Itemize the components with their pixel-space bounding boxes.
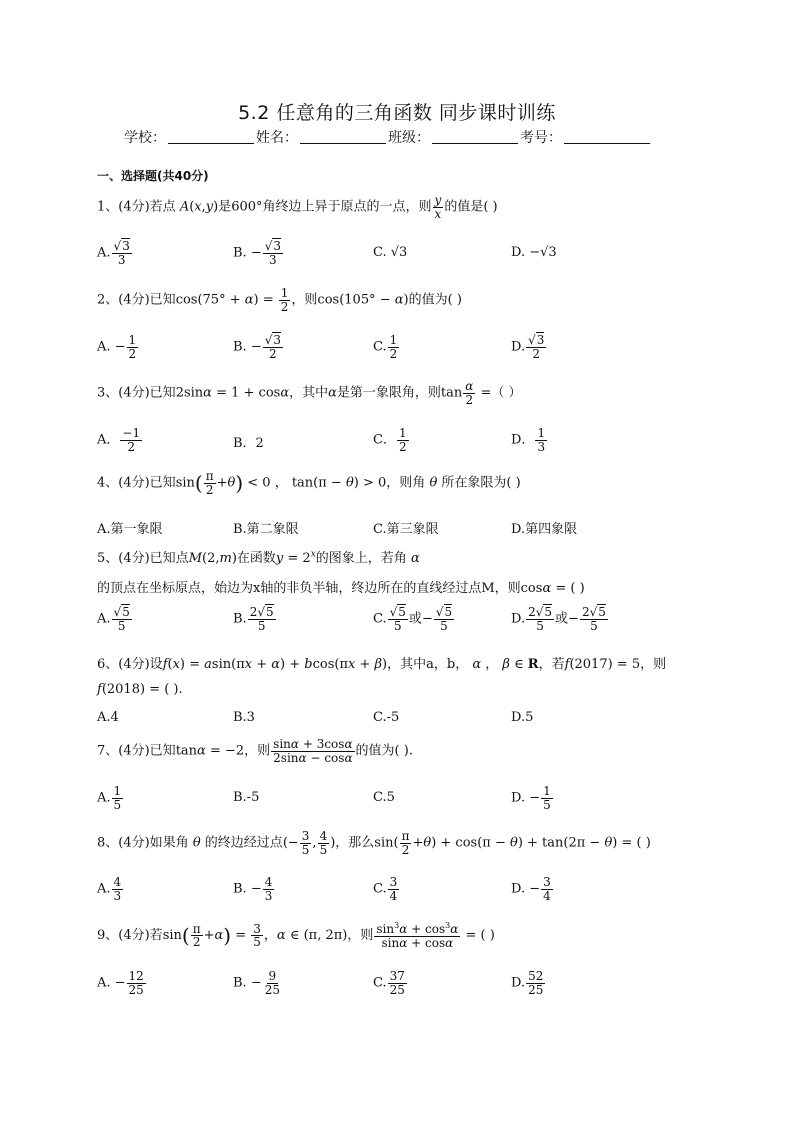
q7-prefix: 7、(4分)已知 xyxy=(97,743,176,759)
q9-option-c[interactable]: C. $\frac{37}{25}$ xyxy=(373,969,405,997)
question-6-line2: f(2018) = ( ). xyxy=(97,682,183,697)
q8-middle2: ，那么 xyxy=(335,835,375,851)
q1-fraction: $\frac{y}{x}$ xyxy=(434,193,442,221)
student-info-row xyxy=(124,127,652,147)
q9-prefix: 9、(4分)若 xyxy=(97,928,163,944)
q3-option-b[interactable]: B．2 xyxy=(233,436,264,451)
question-1: 1、(4分)若点 A(x,y)是600°角终边上异于原点的一点，则 $\frac{y}{x}$ 的值是( ) xyxy=(97,193,498,221)
q7-option-a[interactable]: A. $\frac{1}{5}$ xyxy=(97,784,122,812)
q6-option-d[interactable]: D.5 xyxy=(511,710,534,725)
q3-option-a[interactable]: A． $\frac{-1}{2}$ xyxy=(97,426,141,454)
q5-middle2: 的图象上，若角 xyxy=(315,551,407,566)
question-6: 6、(4分)设f(x) = asin(πx + α) + bcos(πx + β)，其中a，b， α ， β ∈ R，若f(2017) = 5，则 xyxy=(97,657,667,672)
q3-middle: ，其中 xyxy=(289,385,329,401)
q5-line2: 的顶点在坐标原点，始边为x轴的非负半轴，终边所在的直线经过点M，则 xyxy=(97,581,521,596)
q3-suffix: （ ） xyxy=(491,385,522,401)
q4-option-a[interactable]: A.第一象限 xyxy=(97,522,163,537)
exam-no-label: 考号： xyxy=(520,130,562,146)
q1-suffix: 的值是( ) xyxy=(444,199,498,215)
name-blank[interactable] xyxy=(300,129,386,144)
q2-option-c[interactable]: C. $\frac{1}{2}$ xyxy=(373,333,398,361)
q6-prefix: 6、(4分)设 xyxy=(97,657,163,672)
q5-prefix: 5、(4分)已知点 xyxy=(97,551,189,566)
q2-prefix: 2、(4分)已知 xyxy=(97,292,176,308)
question-5: 5、(4分)已知点M(2,m)在函数$y = 2^x$的图象上，若角 α xyxy=(97,549,420,566)
q2-option-d[interactable]: D. $\frac{√3}{2}$ xyxy=(511,333,545,361)
q1-option-d[interactable]: D. −√3 xyxy=(511,245,557,260)
exam-no-blank[interactable] xyxy=(564,129,650,144)
q1-prefix: 1、(4分)若点 xyxy=(97,199,176,215)
page-title: 5.2 任意角的三角函数 同步课时训练 xyxy=(238,102,556,124)
q6-line2: ( ). xyxy=(164,682,183,697)
q3-middle2: 是第一象限角，则 xyxy=(336,385,441,401)
q6-middle2: ，若 xyxy=(538,657,565,672)
section-heading: 一、选择题(共40分) xyxy=(97,169,209,183)
q5-option-c[interactable]: C. $\frac{√5}{5}$ 或− $\frac{√5}{5}$ xyxy=(373,605,453,633)
q3-option-c[interactable]: C． $\frac{1}{2}$ xyxy=(373,426,407,454)
question-7: 7、(4分)已知tanα = −2，则 $\frac{\sin\alpha + 3\cos\alpha}{2\sin\alpha - \cos\alpha}$ 的值为( ). xyxy=(97,737,413,765)
school-blank[interactable] xyxy=(168,129,254,144)
q6-middle: ，其中a，b， xyxy=(387,657,469,672)
q6-option-c[interactable]: C.-5 xyxy=(373,710,400,725)
class-label: 班级： xyxy=(388,130,430,146)
q5-option-d[interactable]: D. $\frac{2√5}{5}$ 或− $\frac{2√5}{5}$ xyxy=(511,605,606,633)
q6-suffix: ，则 xyxy=(640,657,667,672)
question-2: 2、(4分)已知cos(75° + α) = $\frac{1}{2}$ ，则cos(105° − α)的值为( ) xyxy=(97,286,462,314)
q7-option-d[interactable]: D. − $\frac{1}{5}$ xyxy=(511,784,551,812)
q7-option-c[interactable]: C.5 xyxy=(373,790,395,805)
q5-suffix: ( ) xyxy=(570,581,585,596)
school-label: 学校： xyxy=(124,130,166,146)
q9-option-d[interactable]: D. $\frac{52}{25}$ xyxy=(511,969,544,997)
q8-option-c[interactable]: C. $\frac{3}{4}$ xyxy=(373,875,398,903)
question-5-line2: 的顶点在坐标原点，始边为x轴的非负半轴，终边所在的直线经过点M，则cosα = ( ) xyxy=(97,581,585,596)
question-3: 3、(4分)已知2sinα = 1 + cosα，其中α是第一象限角，则tan $\frac{\alpha}{2}$ =（ ） xyxy=(97,379,522,407)
q9-middle: ， xyxy=(263,928,277,944)
q7-suffix: 的值为( ). xyxy=(355,743,413,759)
q7-middle: ，则 xyxy=(244,743,271,759)
q5-option-b[interactable]: B. $\frac{2√5}{5}$ xyxy=(233,605,274,633)
q9-option-a[interactable]: A. − $\frac{12}{25}$ xyxy=(97,969,144,997)
q8-option-d[interactable]: D. − $\frac{3}{4}$ xyxy=(511,875,551,903)
question-4: 4、(4分)已知sin( $\frac{\pi}{2}$ +θ) < 0 ， tan(π − θ) > 0，则角 θ 所在象限为( ) xyxy=(97,469,521,497)
q8-option-b[interactable]: B. − $\frac{4}{3}$ xyxy=(233,875,273,903)
question-8: 8、(4分)如果角 θ 的终边经过点(− $\frac{3}{5}$ , $\frac{4}{5}$ )，那么sin( $\frac{\pi}{2}$ +θ) + cos(π − θ) + tan(2π − θ) = ( ) xyxy=(97,829,651,857)
q9-middle2: ，则 xyxy=(347,928,374,944)
q7-option-b[interactable]: B.-5 xyxy=(233,790,260,805)
q8-option-a[interactable]: A. $\frac{4}{3}$ xyxy=(97,875,122,903)
q4-option-d[interactable]: D.第四象限 xyxy=(511,522,578,537)
q4-suffix: 所在象限为( ) xyxy=(441,475,521,491)
q5-middle: 在函数 xyxy=(236,551,276,566)
question-9: 9、(4分)若sin( $\frac{\pi}{2}$ +α) = $\frac{3}{5}$ ，α ∈ (π, 2π)，则 $\frac{\sin^3\alpha + \cos^3\alpha}{\sin\alpha + \cos\alpha}$ = ( ) xyxy=(97,921,495,950)
q1-option-a[interactable]: A. $\frac{√3}{3}$ xyxy=(97,239,130,267)
q4-option-b[interactable]: B.第二象限 xyxy=(233,522,299,537)
q6-option-b[interactable]: B.3 xyxy=(233,710,255,725)
q2-option-b[interactable]: B. − $\frac{√3}{2}$ xyxy=(233,333,282,361)
q3-option-d[interactable]: D． $\frac{1}{3}$ xyxy=(511,426,546,454)
q3-prefix: 3、(4分)已知 xyxy=(97,385,176,401)
q5-option-a[interactable]: A. $\frac{√5}{5}$ xyxy=(97,605,130,633)
q6-option-a[interactable]: A.4 xyxy=(97,710,119,725)
q2-option-a[interactable]: A. − $\frac{1}{2}$ xyxy=(97,333,137,361)
q4-option-c[interactable]: C.第三象限 xyxy=(373,522,439,537)
class-blank[interactable] xyxy=(432,129,518,144)
name-label: 姓名： xyxy=(256,130,298,146)
q4-middle: ，则角 xyxy=(386,475,426,491)
q1-option-b[interactable]: B. − $\frac{√3}{3}$ xyxy=(233,239,282,267)
q1-option-c[interactable]: C. √3 xyxy=(373,245,408,260)
q8-middle: 的终边经过点 xyxy=(204,835,283,851)
q8-prefix: 8、(4分)如果角 xyxy=(97,835,189,851)
q4-prefix: 4、(4分)已知 xyxy=(97,475,176,491)
q1-middle: 是600°角终边上异于原点的一点，则 xyxy=(218,199,432,215)
q8-suffix: ( ) xyxy=(636,835,651,851)
q2-middle: ，则 xyxy=(291,292,318,308)
q9-suffix: ( ) xyxy=(480,928,495,944)
q2-suffix: 的值为( ) xyxy=(408,292,462,308)
q9-option-b[interactable]: B. − $\frac{9}{25}$ xyxy=(233,969,280,997)
